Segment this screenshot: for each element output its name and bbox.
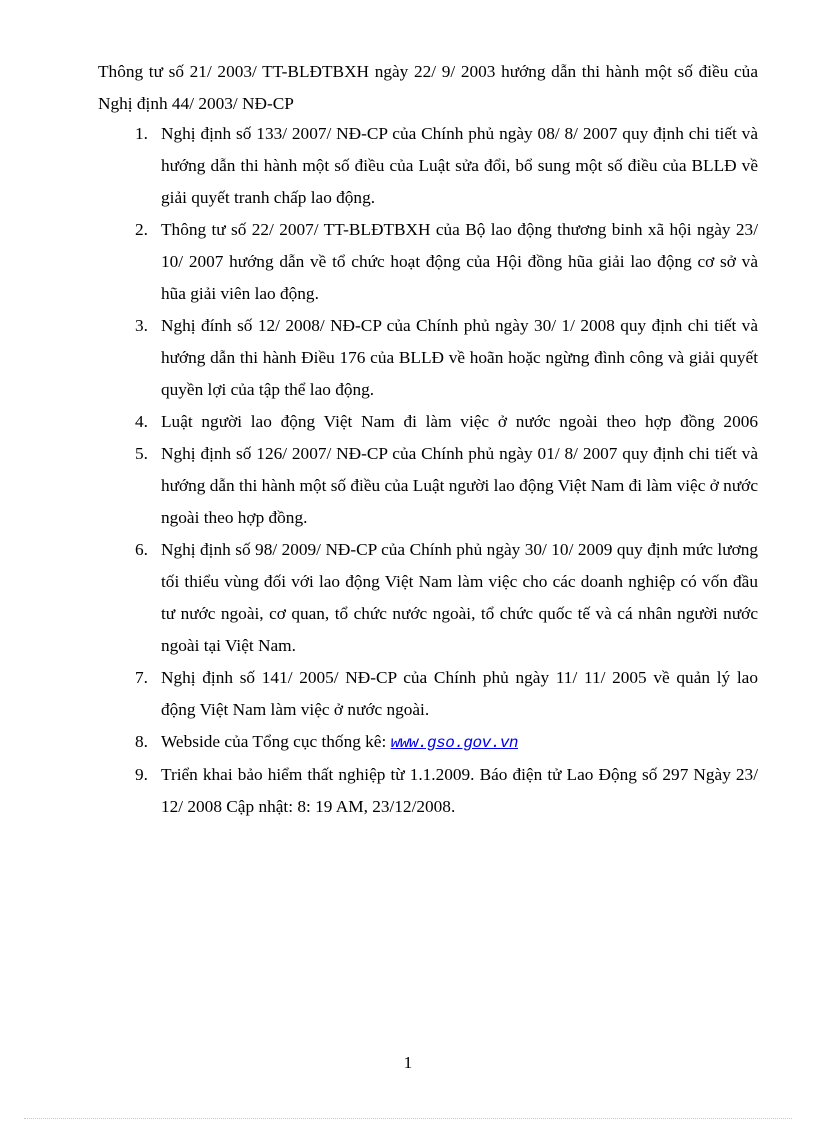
list-item-number: 7. [135, 668, 148, 687]
list-item-number: 9. [135, 765, 148, 784]
list-item [98, 214, 758, 310]
list-item [98, 406, 758, 438]
gso-website-link[interactable]: www.gso.gov.vn [390, 734, 519, 752]
list-item-text: Nghị định số 126/ 2007/ NĐ-CP của Chính phủ ngày 01/ 8/ 2007 quy định chi tiết và hướng dẫn thi hành một số điều của Luật người lao động Việt Nam đi làm việc ở nước ngoài theo hợp đồng. [161, 444, 758, 527]
list-item-number: 6. [135, 540, 148, 559]
list-item-number: 5. [135, 444, 148, 463]
list-item [98, 662, 758, 726]
list-item-number: 8. [135, 732, 148, 751]
list-item-number: 2. [135, 220, 148, 239]
list-item [98, 118, 758, 214]
list-item-text: Nghị đính số 12/ 2008/ NĐ-CP của Chính phủ ngày 30/ 1/ 2008 quy định chi tiết và hướng dẫn thi hành Điều 176 của BLLĐ về hoãn hoặc ngừng đình công và giải quyết quyền lợi của tập thể lao động. [161, 316, 758, 399]
list-item-number: 4. [135, 412, 148, 431]
list-item [98, 310, 758, 406]
page-number: 1 [403, 1053, 413, 1072]
list-item-text: Nghị định số 133/ 2007/ NĐ-CP của Chính phủ ngày 08/ 8/ 2007 quy định chi tiết và hướng dẫn thi hành một số điều của Luật sửa đổi, bổ sung một số điều của BLLĐ về giải quyết tranh chấp lao động. [161, 124, 758, 207]
list-item [98, 438, 758, 534]
list-item-text: Triển khai bảo hiểm thất nghiệp từ 1.1.2009. Báo điện tử Lao Động số 297 Ngày 23/ 12/ 2008 Cập nhật: 8: 19 AM, 23/12/2008. [161, 765, 758, 816]
list-item-text: Nghị định số 98/ 2009/ NĐ-CP của Chính phủ ngày 30/ 10/ 2009 quy định mức lương tối thiểu vùng đối với lao động Việt Nam làm việc cho các doanh nghiệp có vốn đầu tư nước ngoài, cơ quan, tổ chức nước ngoài, tổ chức quốc tế và cá nhân người nước ngoài tại Việt Nam. [161, 540, 758, 655]
list-item-number: 1. [135, 124, 148, 143]
list-item [98, 726, 758, 759]
list-item [98, 759, 758, 823]
list-item-text: Nghị định số 141/ 2005/ NĐ-CP của Chính phủ ngày 11/ 11/ 2005 về quản lý lao động Việt Nam làm việc ở nước ngoài. [161, 668, 758, 719]
intro-paragraph: Thông tư số 21/ 2003/ TT-BLĐTBXH ngày 22/ 9/ 2003 hướng dẫn thi hành một số điều của Nghị định 44/ 2003/ NĐ-CP [98, 62, 758, 113]
reference-list [98, 118, 758, 823]
list-item-text: Thông tư số 22/ 2007/ TT-BLĐTBXH của Bộ lao động thương binh xã hội ngày 23/ 10/ 2007 hướng dẫn về tổ chức hoạt động của Hội đồng hũa giải lao động cơ sở và hũa giải viên lao động. [161, 220, 758, 303]
list-item-number: 3. [135, 316, 148, 335]
list-item-text: Luật người lao động Việt Nam đi làm việc ở nước ngoài theo hợp đồng 2006 [161, 412, 758, 431]
list-item [98, 534, 758, 662]
list-item-text: Webside của Tổng cục thống kê: [161, 732, 391, 751]
page-bottom-border [24, 1118, 792, 1119]
